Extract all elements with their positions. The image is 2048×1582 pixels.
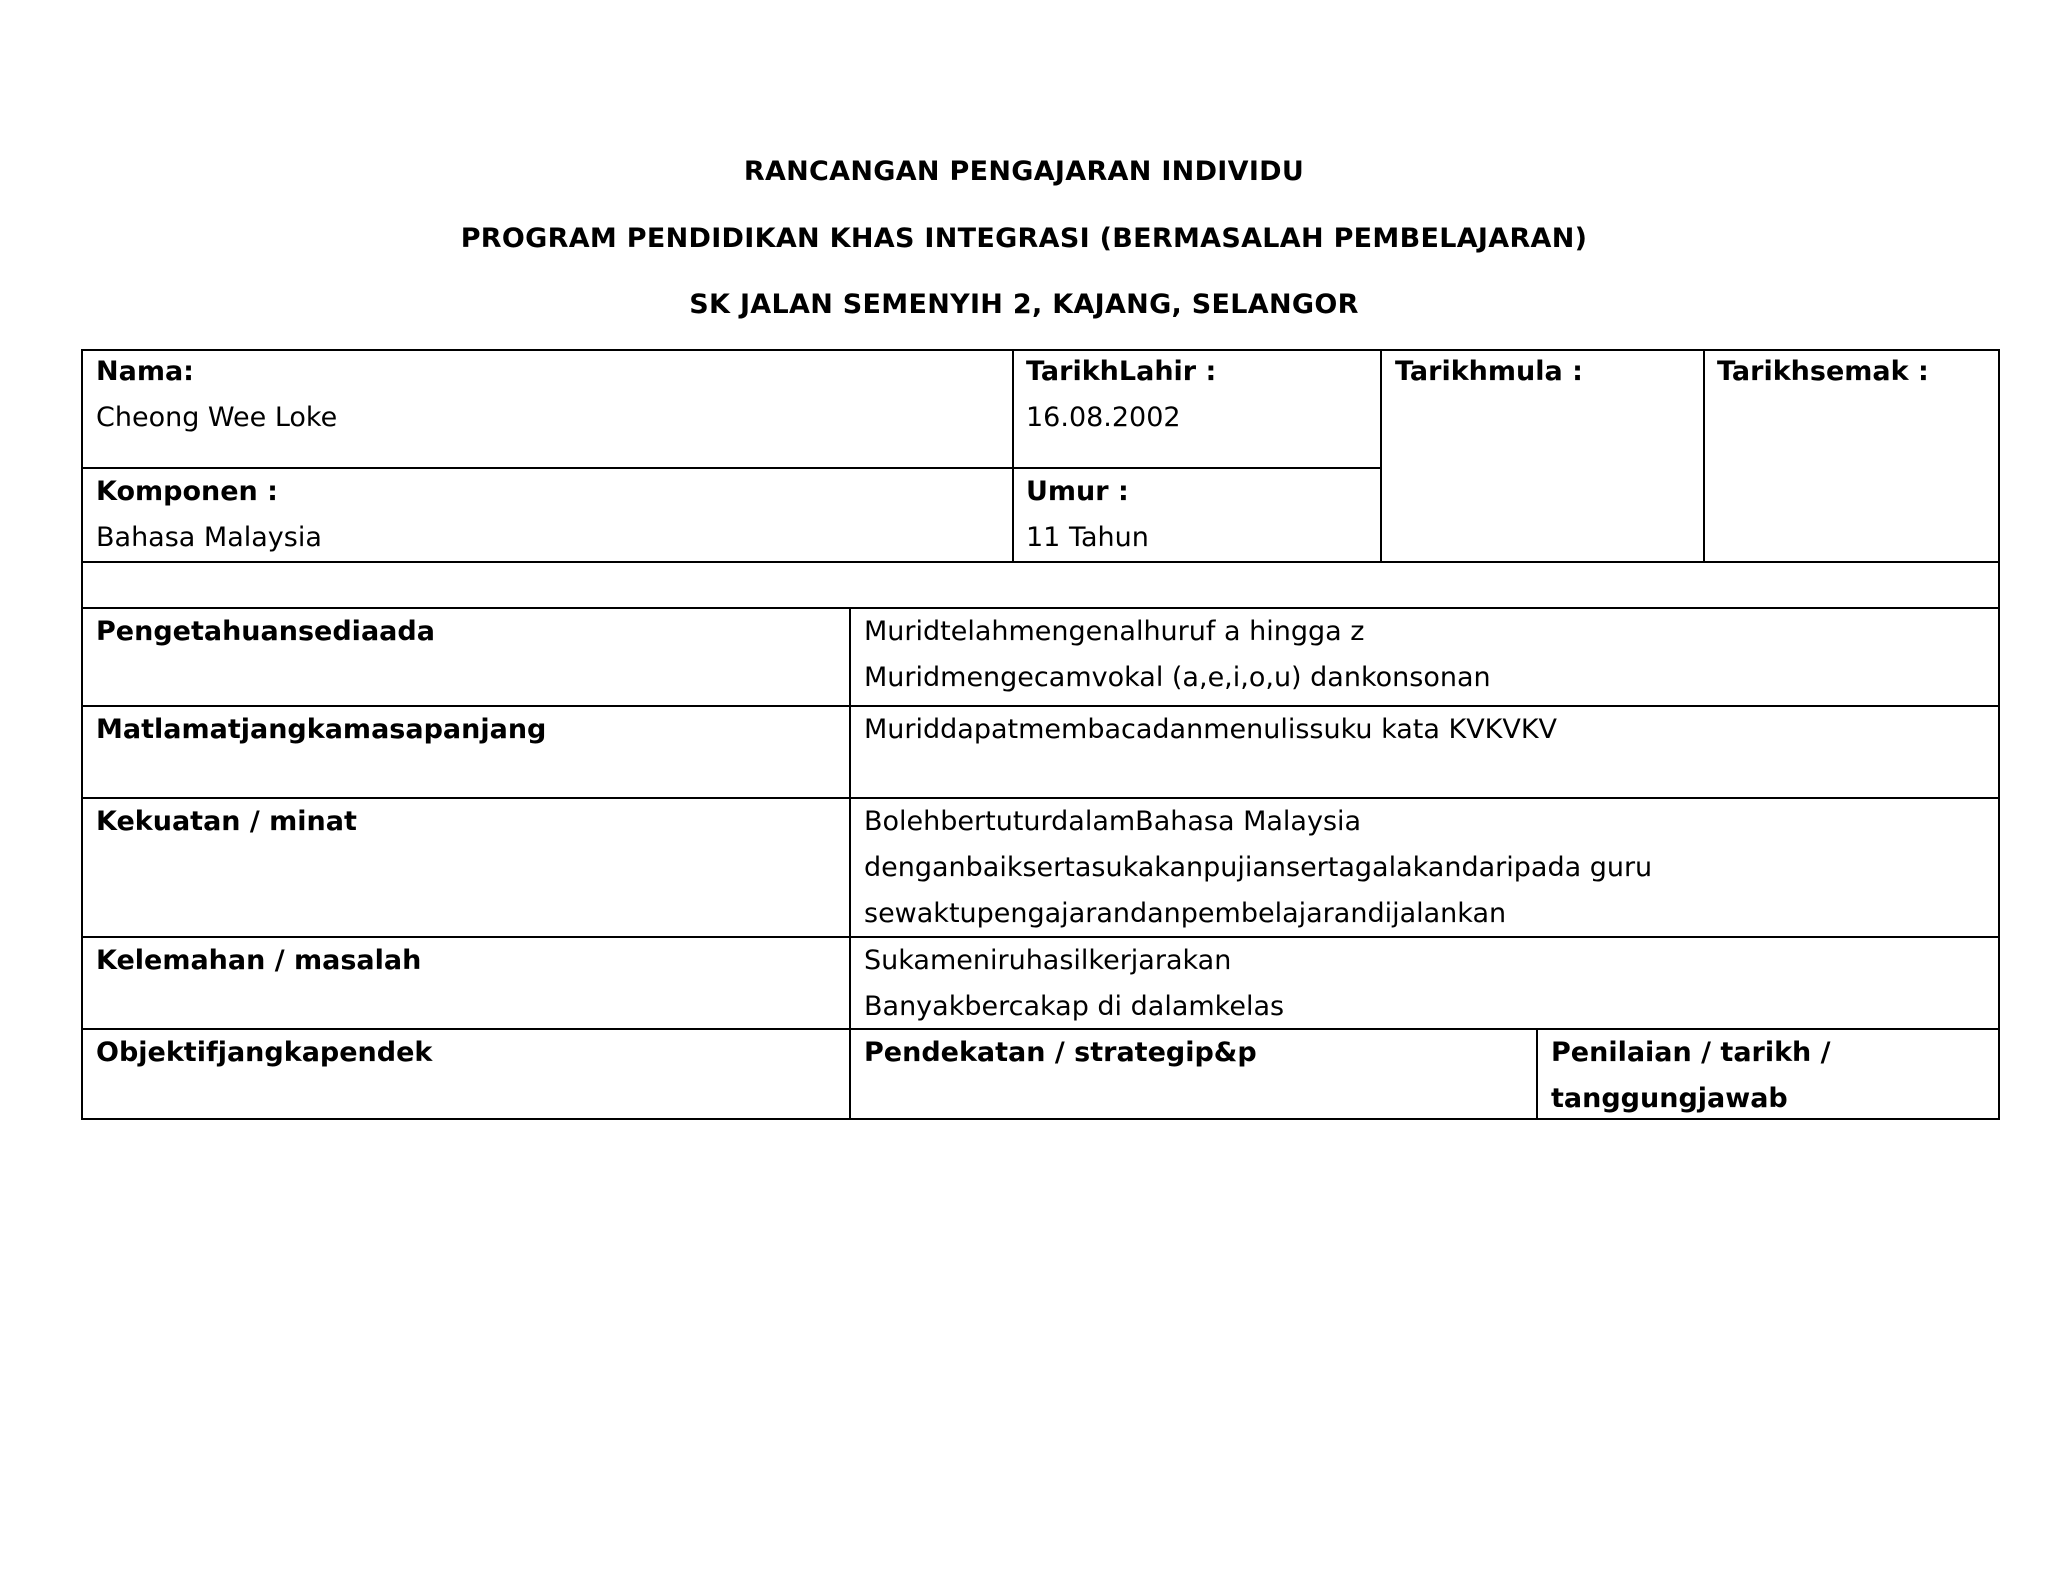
umur-cell bbox=[1026, 469, 1149, 561]
tarikh-lahir-value: 16.08.2002 bbox=[1026, 402, 1181, 433]
matlamat-value bbox=[864, 707, 1557, 753]
penilaian-header bbox=[1551, 1030, 1831, 1122]
kelemahan-value bbox=[864, 938, 1284, 1030]
komponen-value: Bahasa Malaysia bbox=[96, 522, 322, 553]
tarikh-semak-cell bbox=[1717, 349, 1929, 395]
text-line: denganbaiksertasukakanpujiansertagalakandaripada guru bbox=[864, 852, 1653, 883]
grid-line bbox=[81, 561, 2000, 563]
tarikh-semak-label: Tarikhsemak : bbox=[1717, 356, 1929, 387]
text-line: BolehbertuturdalamBahasa Malaysia bbox=[864, 806, 1362, 837]
pendekatan-header: Pendekatan / strategip&p bbox=[864, 1037, 1257, 1068]
tarikh-mula-label: Tarikhmula : bbox=[1395, 356, 1583, 387]
umur-label: Umur : bbox=[1026, 476, 1129, 507]
tarikh-lahir-label: TarikhLahir : bbox=[1026, 356, 1217, 387]
grid-line bbox=[1536, 1028, 1538, 1120]
nama-value: Cheong Wee Loke bbox=[96, 402, 338, 433]
komponen-cell bbox=[96, 469, 322, 561]
document-title: RANCANGAN PENGAJARAN INDIVIDU bbox=[743, 156, 1305, 187]
umur-value: 11 Tahun bbox=[1026, 522, 1149, 553]
tarikh-lahir-cell bbox=[1026, 349, 1216, 441]
grid-line bbox=[1380, 349, 1382, 563]
grid-line bbox=[1703, 349, 1705, 563]
grid-line bbox=[849, 607, 851, 1120]
text-line: tanggungjawab bbox=[1551, 1083, 1788, 1114]
kekuatan-label: Kekuatan / minat bbox=[96, 806, 357, 837]
tarikh-mula-cell bbox=[1395, 349, 1583, 395]
grid-line bbox=[1012, 349, 1014, 563]
text-line: Sukameniruhasilkerjarakan bbox=[864, 945, 1232, 976]
matlamat-label: Matlamatjangkamasapanjang bbox=[96, 714, 547, 745]
pengetahuan-label: Pengetahuansediaada bbox=[96, 616, 435, 647]
text-line: Muridmengecamvokal (a,e,i,o,u) dankonsonan bbox=[864, 662, 1491, 693]
text-line: Penilaian / tarikh / bbox=[1551, 1037, 1831, 1068]
kelemahan-label: Kelemahan / masalah bbox=[96, 945, 422, 976]
nama-label: Nama: bbox=[96, 356, 194, 387]
text-line: sewaktupengajarandanpembelajarandijalankan bbox=[864, 898, 1507, 929]
text-line: Muriddapatmembacadanmenulissuku kata KVKVKV bbox=[864, 714, 1558, 745]
text-line: Banyakbercakap di dalamkelas bbox=[864, 991, 1285, 1022]
program-title: PROGRAM PENDIDIKAN KHAS INTEGRASI (BERMASALAH PEMBELAJARAN) bbox=[460, 223, 1588, 254]
kekuatan-value bbox=[864, 799, 1652, 937]
school-title: SK JALAN SEMENYIH 2, KAJANG, SELANGOR bbox=[689, 289, 1359, 320]
text-line: Muridtelahmengenalhuruf a hingga z bbox=[864, 616, 1365, 647]
komponen-label: Komponen : bbox=[96, 476, 278, 507]
nama-cell bbox=[96, 349, 337, 441]
pengetahuan-value bbox=[864, 609, 1491, 701]
objektif-header: Objektifjangkapendek bbox=[96, 1037, 433, 1068]
